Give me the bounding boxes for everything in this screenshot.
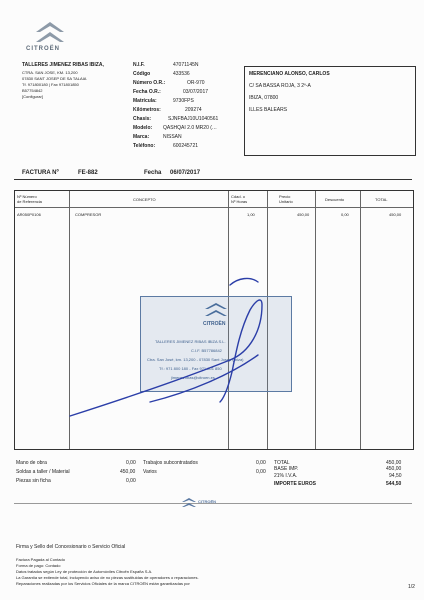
value-code: 433536 (173, 71, 190, 77)
citroen-logo (26, 18, 70, 56)
label-phone: Teléfono: (133, 143, 156, 149)
label-or-number: Número O.R.: (133, 80, 166, 86)
label-brand: Marca: (133, 134, 150, 140)
workshop-phone: Tf. 971800180 | Fax 971801850 (22, 82, 79, 87)
customer-address: C/ SA BASSA ROJA, 3 2º-A (249, 83, 311, 89)
customer-region: ILLES BALEARS (249, 107, 288, 113)
stamp-logo-icon (201, 301, 231, 319)
base-label: BASE IMP. (274, 466, 299, 472)
value-model: QASHQAI 2.0 MR20 (… (163, 125, 217, 131)
label-km: Kilómetros: (133, 107, 161, 113)
col-header-concept: CONCEPTO (133, 197, 156, 202)
misc-value: 0,00 (256, 469, 266, 475)
total-label: TOTAL (274, 460, 290, 466)
iva-label: 21% I.V.A. (274, 473, 298, 479)
stamp-line1: TALLERES JIMENEZ RIBAS IBIZA S.L. (155, 339, 226, 344)
col-divider (360, 191, 361, 449)
label-code: Código (133, 71, 151, 77)
row-price: 450,00 (297, 212, 310, 217)
sub-value: 0,00 (256, 460, 266, 466)
col-divider (69, 191, 70, 449)
labor-value: 0,00 (126, 460, 136, 466)
parts-value: 0,00 (126, 478, 136, 484)
customer-name: MERENCIANO ALONSO, CARLOS (249, 71, 330, 77)
stamp-line3: Ctra. San José, km. 13,200 - 07830 Sant Josep (Ibiza) (147, 357, 244, 362)
signature-label: Firma y Sello del Concesionario o Servicio Oficial (16, 544, 126, 550)
label-or-date: Fecha O.R.: (133, 89, 161, 95)
workshop-status: [Configurar] (22, 94, 43, 99)
fine-print-5: Reparaciones realizadas por los Servicios Oficiales de la marca CITROËN están garantizadas por (16, 581, 190, 586)
col-header-qty: Cdad. o Nº Horas (231, 194, 248, 204)
company-stamp (140, 296, 292, 392)
col-header-discount: Descuento (325, 197, 345, 202)
customer-box (244, 66, 416, 156)
fine-print-3: Datos tratados según Ley de protección de Automóviles Citroën España S.A. (16, 569, 153, 574)
base-value: 450,00 (386, 466, 402, 472)
label-nif: N.I.F. (133, 62, 145, 68)
customer-city: IBIZA, 07800 (249, 95, 279, 101)
welding-label: Soldas a taller / Material (16, 469, 70, 475)
invoice-date: 06/07/2017 (170, 170, 201, 176)
import-label: IMPORTE EUROS (274, 481, 316, 487)
fine-print-4: La Garantía se extiende total, incluyendo aviso de no piezas sustituidas de operadores o reparaciones. (16, 575, 199, 580)
iva-value: 94,50 (389, 473, 402, 479)
page-number: 1/2 (408, 584, 415, 590)
import-value: 544,50 (386, 481, 402, 487)
total-value: 450,00 (386, 460, 402, 466)
value-plate: 9730FPS (173, 98, 194, 104)
col-header-price: Precio Unitario (279, 194, 293, 204)
col-header-total: TOTAL (375, 197, 388, 202)
invoice-date-label: Fecha (144, 170, 162, 176)
stamp-line2: C.I.F. B57786842 (191, 348, 222, 353)
workshop-name: TALLERES JIMENEZ RIBAS IBIZA, (22, 62, 104, 68)
label-plate: Matrícula: (133, 98, 157, 104)
label-model: Modelo: (133, 125, 153, 131)
stamp-line5: jimenezribas@citroen.es (171, 375, 215, 380)
stamp-line4: Tf.: 971 800 180 - Fax 971 801 850 (159, 366, 222, 371)
stamp-wordmark: CITROËN (203, 321, 226, 327)
value-nif: 47071145N (173, 62, 199, 68)
table-header-divider (15, 207, 413, 208)
invoice-divider (14, 179, 412, 180)
row-ref: AR050P0106 (17, 212, 41, 217)
value-chassis: SJNFBAJ10U1040561 (168, 116, 219, 122)
value-km: 209274 (185, 107, 202, 113)
fine-print-2: Forma de pago: Contado (16, 563, 61, 568)
footer-logo-wordmark: CITROËN (198, 499, 216, 504)
welding-value: 450,00 (120, 469, 136, 475)
row-total: 450,00 (389, 212, 402, 217)
label-chassis: Chasis: (133, 116, 152, 122)
row-discount: 0,00 (341, 212, 349, 217)
invoice-number-label: FACTURA Nº (22, 170, 59, 176)
value-or-number: OR-970 (187, 80, 205, 86)
value-or-date: 03/07/2017 (183, 89, 209, 95)
footer-logo-icon (180, 496, 198, 508)
fine-print-1: Factura Pagada al Contado (16, 557, 65, 562)
invoice-number: FE-882 (78, 170, 98, 176)
row-qty: 1,00 (247, 212, 255, 217)
row-concept: COMPRESOR (75, 212, 102, 217)
value-phone: 600245721 (173, 143, 199, 149)
col-divider (315, 191, 316, 449)
sub-label: Trabajos subcontratados (143, 460, 198, 466)
parts-label: Piezas sin ficha (16, 478, 51, 484)
misc-label: Varios (143, 469, 157, 475)
col-header-ref: Nº Número de Referencia (17, 194, 42, 204)
workshop-address: CTRA. SAN JOSE, KM. 13,200 (22, 70, 78, 75)
workshop-city: 07830 SANT JOSEP DE SA TALAIA (22, 76, 87, 81)
logo-wordmark: CITROËN (26, 46, 60, 52)
labor-label: Mano de obra (16, 460, 47, 466)
workshop-code: B57754842 (22, 88, 43, 93)
value-brand: NISSAN (163, 134, 182, 140)
